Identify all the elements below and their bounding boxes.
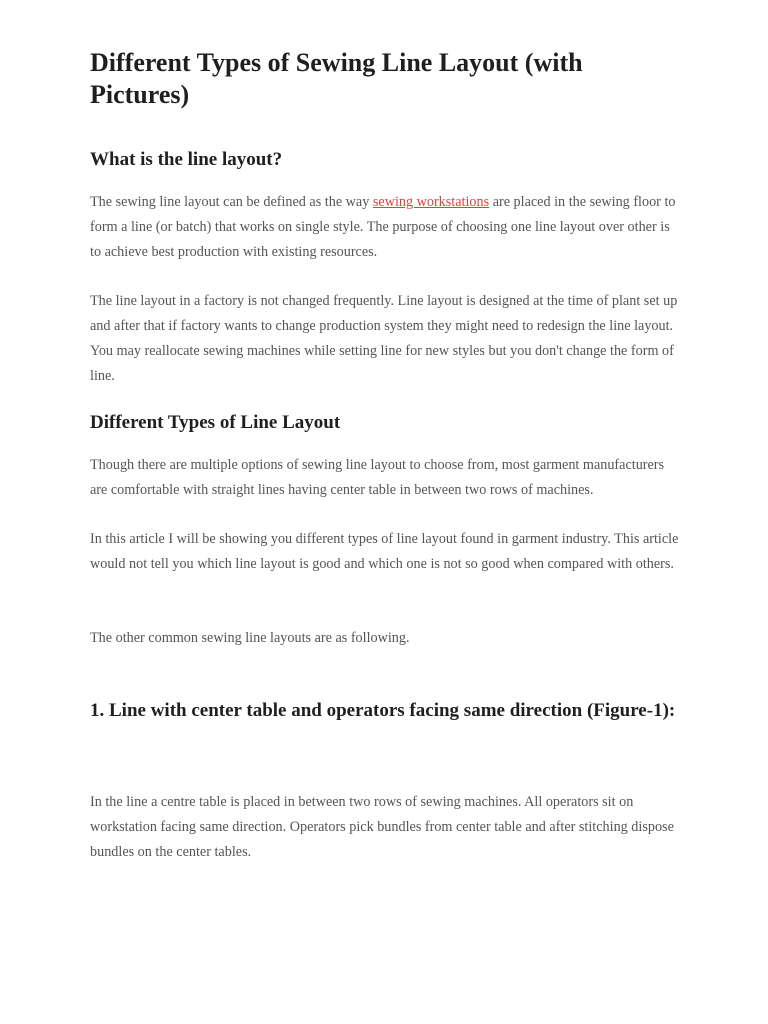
paragraph-text: The sewing line layout can be defined as the way: [90, 194, 373, 210]
page-title: Different Types of Sewing Line Layout (with Pictures): [90, 48, 583, 109]
paragraph-common-layouts: The other common sewing line layouts are as following.: [90, 630, 410, 646]
section-heading-types-of-line-layout: Different Types of Line Layout: [90, 412, 341, 433]
paragraph-article-scope: In this article I will be showing you different types of line layout found in garment industry. This article would not tell you which line layout is good and which one is not so good when compared with others.: [90, 531, 679, 572]
paragraph-text: are placed in the sewing floor to form a line (or batch) that works on single style. The purpose of choosing one line layout over other is to achieve best production with existing resources.: [90, 194, 676, 260]
paragraph-layout-change: The line layout in a factory is not changed frequently. Line layout is designed at the time of plant set up and after that if factory wants to change production system they might need to redesign the line layout. You may reallocate sewing machines while setting line for new styles but you don't change the form of line.: [90, 293, 678, 384]
paragraph-options: Though there are multiple options of sewing line layout to choose from, most garment manufacturers are comfortable with straight lines having center table in between two rows of machines.: [90, 457, 665, 498]
section-heading-what-is-line-layout: What is the line layout?: [90, 149, 283, 170]
sewing-workstations-link[interactable]: sewing workstations: [372, 194, 490, 210]
section-heading-center-table-same-direction: 1. Line with center table and operators facing same direction (Figure-1):: [90, 700, 676, 721]
paragraph-center-table: In the line a centre table is placed in between two rows of sewing machines. All operators sit on workstation facing same direction. Operators pick bundles from center table and after stitching dispose bundles on the center tables.: [90, 794, 674, 860]
paragraph-definition: [90, 190, 680, 265]
